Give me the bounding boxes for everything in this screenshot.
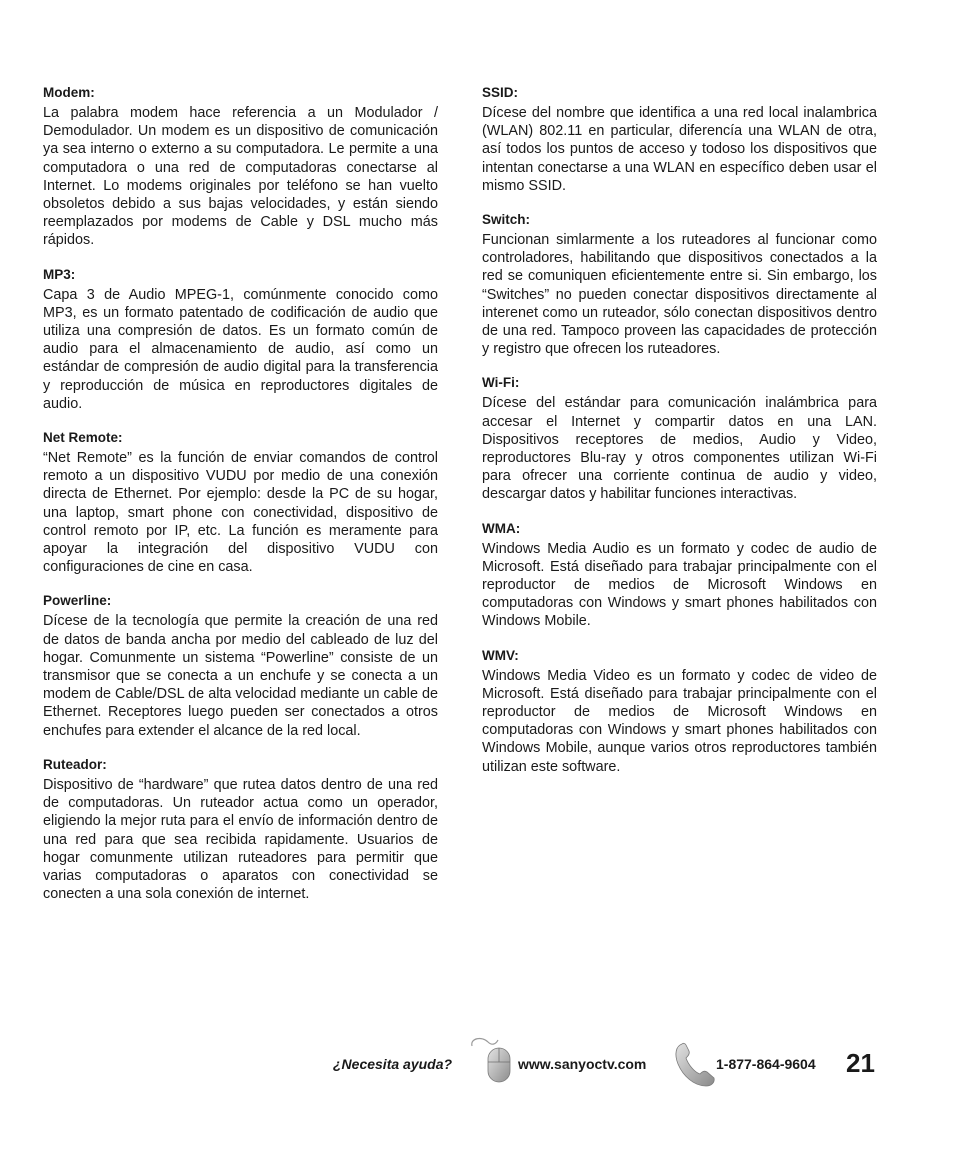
glossary-entry-powerline bbox=[43, 592, 438, 739]
right-column bbox=[482, 84, 877, 792]
term-heading: MP3: bbox=[43, 266, 76, 282]
term-heading: Net Remote: bbox=[43, 430, 123, 446]
glossary-entry-ssid bbox=[482, 84, 877, 195]
term-definition: Capa 3 de Audio MPEG-1, comúnmente conocido como MP3, es un formato patentado de codificación de audio que utiliza una compresión de datos. Es un formato común de audio para el almacenamiento de audio, así como un estándar de compresión de audio digital para la transferencia y reproducción de música en reproductores digitales de audio. bbox=[43, 286, 438, 412]
term-definition: Windows Media Video es un formato y codec de video de Microsoft. Está diseñado para trabajar principalmente con el reproductor de medios de Microsoft Windows en computadoras con Windows y smart phones habilitados con Windows Mobile, aunque varios otros reproductores también utilizan este software. bbox=[482, 667, 877, 775]
term-heading: WMV: bbox=[482, 647, 519, 663]
term-definition: Windows Media Audio es un formato y codec de audio de Microsoft. Está diseñado para trabajar principalmente con el reproductor de medios de Microsoft Windows en computadoras con Windows y smart phones habilitados con Windows Mobile. bbox=[482, 540, 877, 630]
help-prompt: ¿Necesita ayuda? bbox=[333, 1056, 453, 1072]
term-definition: Dícese del estándar para comunicación inalámbrica para accesar el Internet y compartir datos en una LAN. Dispositivos receptores de medios, Audio y Video, reproductores Blu-ray y otros componentes utilizan Wi-Fi para ofrecer una corriente continua de audio y video, descargar datos y habilitar funciones interactivas. bbox=[482, 395, 877, 503]
glossary-entry-switch bbox=[482, 211, 877, 358]
glossary-entry-net-remote bbox=[43, 429, 438, 576]
term-heading: SSID: bbox=[482, 85, 519, 100]
telephone-handset-icon bbox=[674, 1042, 716, 1088]
term-definition: “Net Remote” es la función de enviar comandos de control remoto a un dispositivo VUDU por medio de una conexión directa de Ethernet. Por ejemplo: desde la PC de su hogar, una laptop, smart phone con conectividad, dispositivo de control remoto por IP, etc. La función es meramente para apoyar la integración del dispositivo VUDU con configuraciones de cine en casa. bbox=[43, 450, 438, 576]
left-column bbox=[43, 84, 438, 919]
page-number: 21 bbox=[846, 1048, 875, 1078]
glossary-entry-mp3 bbox=[43, 266, 438, 413]
term-definition: Dispositivo de “hardware” que rutea datos dentro de una red de computadoras. Un ruteador actua como un operador, eligiendo la mejor ruta para el envío de información dentro de una red para que sea recibida rapidamente. Usuarios de hogar comunmente utilizan ruteadores para permitir que varias computadoras o aparatos con conectividad se conecten a una sola conexión de internet. bbox=[43, 776, 438, 903]
term-definition: Funcionan simlarmente a los ruteadores al funcionar como controladores, habilitando que dispositivos conectados a la red se comuniquen eficientemente entre si. Sin embargo, los “Switches” no pueden conectar dispositivos directamente al interenet como un ruteador, sólo conectan dispositivos dentro de una red. Tampoco proveen las capacidades de protección y registro que ofrecen los ruteadores. bbox=[482, 232, 877, 358]
term-heading: Powerline: bbox=[43, 593, 112, 609]
term-heading: WMA: bbox=[482, 520, 521, 536]
term-definition: Dícese de la tecnología que permite la creación de una red de datos de banda ancha por medio del cableado de luz del hogar. Comunmente un sistema “Powerline” consiste de un transmisor que se conecta a un enchufe y se conecta a un modem de Cable/DSL de alta velocidad mediante un cable de Ethernet. Receptores luego pueden ser conectados a otros enchufes para extender el alcance de la red local. bbox=[43, 613, 438, 739]
term-heading: Switch: bbox=[482, 212, 531, 228]
term-definition: Dícese del nombre que identifica a una red local inalambrica (WLAN) 802.11 en particular, diferencía una WLAN de otra, así todos los puntos de acceso y todoso los dispositivos que intentan conectarse a una WLAN en específico deben usar el mismo SSID. bbox=[482, 105, 877, 194]
glossary-entry-ruteador bbox=[43, 756, 438, 903]
glossary-entry-wmv bbox=[482, 647, 877, 776]
term-heading: Wi-Fi: bbox=[482, 375, 520, 391]
term-definition: La palabra modem hace referencia a un Modulador / Demodulador. Un modem es un dispositivo de comunicación ya sea interno o externo a su computadora. Le permite a una computadora o una red de computadoras conectarse al Internet. Lo modems originales por teléfono se han vuelto obsoletos debido a sus bajas velocidades, y están siendo reemplazados por modems de Cable y DSL mucho más rápidos. bbox=[43, 105, 438, 249]
mouse-icon bbox=[468, 1036, 514, 1086]
phone-number: 1-877-864-9604 bbox=[716, 1056, 816, 1072]
glossary-entry-modem bbox=[43, 84, 438, 250]
website-link[interactable]: www.sanyoctv.com bbox=[518, 1056, 647, 1072]
glossary-entry-wifi bbox=[482, 374, 877, 503]
term-heading: Modem: bbox=[43, 85, 95, 100]
term-heading: Ruteador: bbox=[43, 756, 107, 772]
glossary-entry-wma bbox=[482, 520, 877, 631]
page-footer bbox=[0, 1030, 954, 1100]
